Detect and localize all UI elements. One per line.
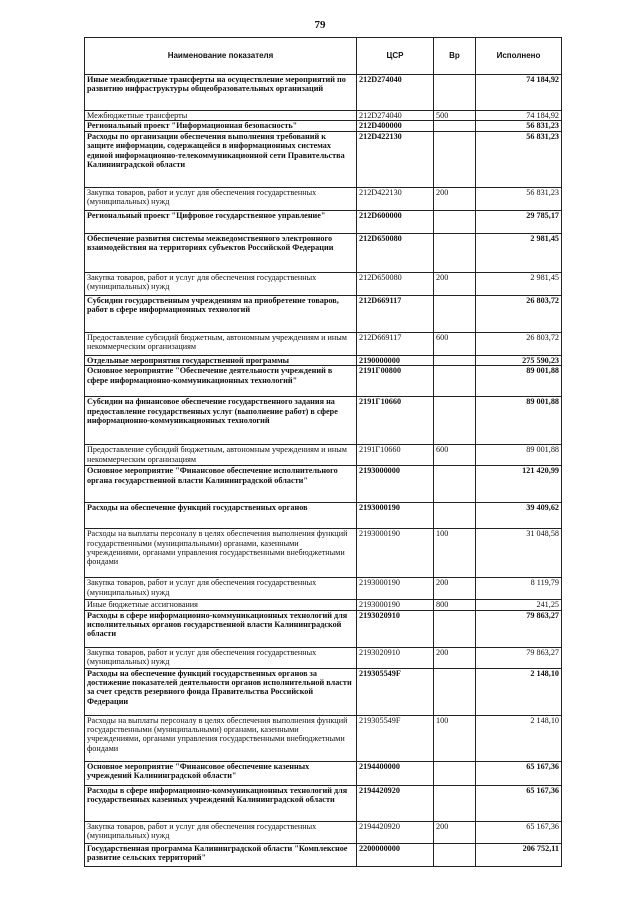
table-row xyxy=(85,668,562,715)
row-name-cell: Субсидии государственным учреждениям на приобретение товаров, работ в сфере информационных технологий xyxy=(85,295,357,332)
row-amount-cell: 26 803,72 xyxy=(476,295,562,332)
row-amount-cell: 2 981,45 xyxy=(476,233,562,272)
row-vr-cell xyxy=(434,75,476,111)
header-indicator-name: Наименование показателя xyxy=(85,38,357,75)
row-csr-cell: 2193000190 xyxy=(357,578,434,600)
table-row xyxy=(85,610,562,647)
row-csr-cell: 219305549F xyxy=(357,668,434,715)
row-name-cell: Основное мероприятие "Финансовое обеспечение исполнительного органа государственной власти Калининградской области" xyxy=(85,466,357,503)
row-name-cell: Государственная программа Калининградской области "Комплексное развитие сельских территорий" xyxy=(85,843,357,866)
table-row xyxy=(85,355,562,365)
table-row xyxy=(85,503,562,529)
row-amount-cell: 65 167,36 xyxy=(476,761,562,785)
row-amount-cell: 89 001,88 xyxy=(476,397,562,445)
row-csr-cell: 212D600000 xyxy=(357,210,434,233)
row-vr-cell: 200 xyxy=(434,647,476,668)
table-row xyxy=(85,272,562,295)
table-row xyxy=(85,187,562,210)
row-vr-cell xyxy=(434,668,476,715)
row-name-cell: Расходы в сфере информационно-коммуникационных технологий для государственных казенных учреждений Калининградской области xyxy=(85,785,357,821)
header-csr: ЦСР xyxy=(357,38,434,75)
row-csr-cell: 212D669117 xyxy=(357,295,434,332)
row-vr-cell: 100 xyxy=(434,715,476,761)
row-name-cell: Иные межбюджетные трансферты на осуществление мероприятий по развитию инфраструктуры общеобразовательных организаций xyxy=(85,75,357,111)
table-row xyxy=(85,578,562,600)
row-csr-cell: 212D650080 xyxy=(357,233,434,272)
table-row xyxy=(85,397,562,445)
row-vr-cell: 200 xyxy=(434,821,476,843)
row-name-cell: Региональный проект "Цифровое государственное управление" xyxy=(85,210,357,233)
row-vr-cell xyxy=(434,843,476,866)
row-csr-cell: 212D669117 xyxy=(357,332,434,355)
row-name-cell: Основное мероприятие "Обеспечение деятельности учреждений в сфере информационно-коммуникационных технологий" xyxy=(85,366,357,397)
row-name-cell: Обеспечение развития системы межведомственного электронного взаимодействия на территориях субъектов Российской Федерации xyxy=(85,233,357,272)
table-row xyxy=(85,529,562,578)
row-vr-cell: 800 xyxy=(434,600,476,610)
row-amount-cell: 74 184,92 xyxy=(476,111,562,121)
table-row xyxy=(85,295,562,332)
row-vr-cell: 200 xyxy=(434,272,476,295)
row-name-cell: Предоставление субсидий бюджетным, автономным учреждениям и иным некоммерческим организациям xyxy=(85,332,357,355)
row-csr-cell: 2193000190 xyxy=(357,529,434,578)
row-vr-cell xyxy=(434,366,476,397)
row-amount-cell: 2 981,45 xyxy=(476,272,562,295)
row-csr-cell: 2193000190 xyxy=(357,600,434,610)
table-row xyxy=(85,233,562,272)
row-vr-cell xyxy=(434,233,476,272)
row-vr-cell: 500 xyxy=(434,111,476,121)
row-vr-cell: 200 xyxy=(434,187,476,210)
row-amount-cell: 2 148,10 xyxy=(476,715,562,761)
row-csr-cell: 212D650080 xyxy=(357,272,434,295)
row-csr-cell: 2194420920 xyxy=(357,821,434,843)
row-name-cell: Иные бюджетные ассигнования xyxy=(85,600,357,610)
row-csr-cell: 2193020910 xyxy=(357,647,434,668)
row-amount-cell: 65 167,36 xyxy=(476,821,562,843)
row-name-cell: Закупка товаров, работ и услуг для обеспечения государственных (муниципальных) нужд xyxy=(85,821,357,843)
row-vr-cell xyxy=(434,466,476,503)
row-amount-cell: 241,25 xyxy=(476,600,562,610)
row-amount-cell: 39 409,62 xyxy=(476,503,562,529)
table-row xyxy=(85,75,562,111)
row-csr-cell: 212D274040 xyxy=(357,75,434,111)
row-amount-cell: 2 148,10 xyxy=(476,668,562,715)
table-row xyxy=(85,366,562,397)
row-csr-cell: 2191Г10660 xyxy=(357,445,434,466)
row-vr-cell xyxy=(434,131,476,187)
header-vr: Вр xyxy=(434,38,476,75)
row-name-cell: Расходы в сфере информационно-коммуникационных технологий для исполнительных органов государственной власти Калининградской области xyxy=(85,610,357,647)
row-vr-cell xyxy=(434,785,476,821)
row-name-cell: Основное мероприятие "Финансовое обеспечение казенных учреждений Калининградской области" xyxy=(85,761,357,785)
row-vr-cell xyxy=(434,210,476,233)
row-amount-cell: 56 831,23 xyxy=(476,131,562,187)
row-amount-cell: 29 785,17 xyxy=(476,210,562,233)
row-amount-cell: 26 803,72 xyxy=(476,332,562,355)
row-csr-cell: 212D400000 xyxy=(357,121,434,131)
row-csr-cell: 2193000000 xyxy=(357,466,434,503)
table-row xyxy=(85,715,562,761)
row-name-cell: Расходы на обеспечение функций государственных органов xyxy=(85,503,357,529)
row-vr-cell: 600 xyxy=(434,332,476,355)
table-row xyxy=(85,821,562,843)
table-row xyxy=(85,647,562,668)
row-vr-cell: 100 xyxy=(434,529,476,578)
row-amount-cell: 56 831,23 xyxy=(476,121,562,131)
row-amount-cell: 275 590,23 xyxy=(476,355,562,365)
table-row xyxy=(85,210,562,233)
row-vr-cell: 600 xyxy=(434,445,476,466)
row-vr-cell xyxy=(434,295,476,332)
row-name-cell: Закупка товаров, работ и услуг для обеспечения государственных (муниципальных) нужд xyxy=(85,647,357,668)
row-name-cell: Предоставление субсидий бюджетным, автономным учреждениям и иным некоммерческим организациям xyxy=(85,445,357,466)
row-name-cell: Закупка товаров, работ и услуг для обеспечения государственных (муниципальных) нужд xyxy=(85,578,357,600)
row-csr-cell: 2200000000 xyxy=(357,843,434,866)
row-vr-cell xyxy=(434,503,476,529)
row-vr-cell xyxy=(434,397,476,445)
row-amount-cell: 206 752,11 xyxy=(476,843,562,866)
row-csr-cell: 2193020910 xyxy=(357,610,434,647)
row-name-cell: Региональный проект "Информационная безопасность" xyxy=(85,121,357,131)
row-amount-cell: 31 048,58 xyxy=(476,529,562,578)
table-row xyxy=(85,785,562,821)
row-name-cell: Закупка товаров, работ и услуг для обеспечения государственных (муниципальных) нужд xyxy=(85,272,357,295)
row-amount-cell: 56 831,23 xyxy=(476,187,562,210)
table-row xyxy=(85,843,562,866)
table-row xyxy=(85,121,562,131)
table-row xyxy=(85,761,562,785)
row-csr-cell: 2194420920 xyxy=(357,785,434,821)
row-csr-cell: 2190000000 xyxy=(357,355,434,365)
row-amount-cell: 121 420,99 xyxy=(476,466,562,503)
row-csr-cell: 2194400000 xyxy=(357,761,434,785)
table-row xyxy=(85,466,562,503)
table-row xyxy=(85,600,562,610)
header-executed: Исполнено xyxy=(476,38,562,75)
row-csr-cell: 2191Г10660 xyxy=(357,397,434,445)
row-amount-cell: 89 001,88 xyxy=(476,366,562,397)
row-amount-cell: 79 863,27 xyxy=(476,610,562,647)
row-name-cell: Субсидии на финансовое обеспечение государственного задания на предоставление государственных услуг (выполнение работ) в сфере информационно-коммуникационных технологий xyxy=(85,397,357,445)
budget-execution-table xyxy=(84,37,562,867)
row-vr-cell: 200 xyxy=(434,578,476,600)
row-name-cell: Отдельные мероприятия государственной программы xyxy=(85,355,357,365)
row-csr-cell: 219305549F xyxy=(357,715,434,761)
row-amount-cell: 74 184,92 xyxy=(476,75,562,111)
page-number: 79 xyxy=(314,19,326,31)
row-name-cell: Расходы по организации обеспечения выполнения требований к защите информации, содержащейся в информационных системах единой информационно-телекоммуникационной сети Правительства Калининградской области xyxy=(85,131,357,187)
row-amount-cell: 65 167,36 xyxy=(476,785,562,821)
row-name-cell: Расходы на выплаты персоналу в целях обеспечения выполнения функций государственными (муниципальными) органами, казенными учреждениями, органами управления государственными внебюджетными фондами xyxy=(85,715,357,761)
row-amount-cell: 89 001,88 xyxy=(476,445,562,466)
row-amount-cell: 79 863,27 xyxy=(476,647,562,668)
row-vr-cell xyxy=(434,761,476,785)
table-header-row xyxy=(85,38,562,75)
table-row xyxy=(85,131,562,187)
table-body xyxy=(85,75,562,867)
row-vr-cell xyxy=(434,355,476,365)
row-name-cell: Межбюджетные трансферты xyxy=(85,111,357,121)
row-name-cell: Расходы на выплаты персоналу в целях обеспечения выполнения функций государственными (муниципальными) органами, казенными учреждениями, органами управления государственными внебюджетными фондами xyxy=(85,529,357,578)
row-name-cell: Расходы на обеспечение функций государственных органов за достижение показателей деятельности органов исполнительной власти за счет средств резервного фонда Правительства Российской Федерации xyxy=(85,668,357,715)
table-row xyxy=(85,332,562,355)
row-amount-cell: 8 119,79 xyxy=(476,578,562,600)
row-name-cell: Закупка товаров, работ и услуг для обеспечения государственных (муниципальных) нужд xyxy=(85,187,357,210)
row-csr-cell: 212D422130 xyxy=(357,131,434,187)
table-row xyxy=(85,445,562,466)
row-csr-cell: 2191Г00800 xyxy=(357,366,434,397)
row-vr-cell xyxy=(434,121,476,131)
table-row xyxy=(85,111,562,121)
row-vr-cell xyxy=(434,610,476,647)
row-csr-cell: 212D274040 xyxy=(357,111,434,121)
row-csr-cell: 2193000190 xyxy=(357,503,434,529)
row-csr-cell: 212D422130 xyxy=(357,187,434,210)
